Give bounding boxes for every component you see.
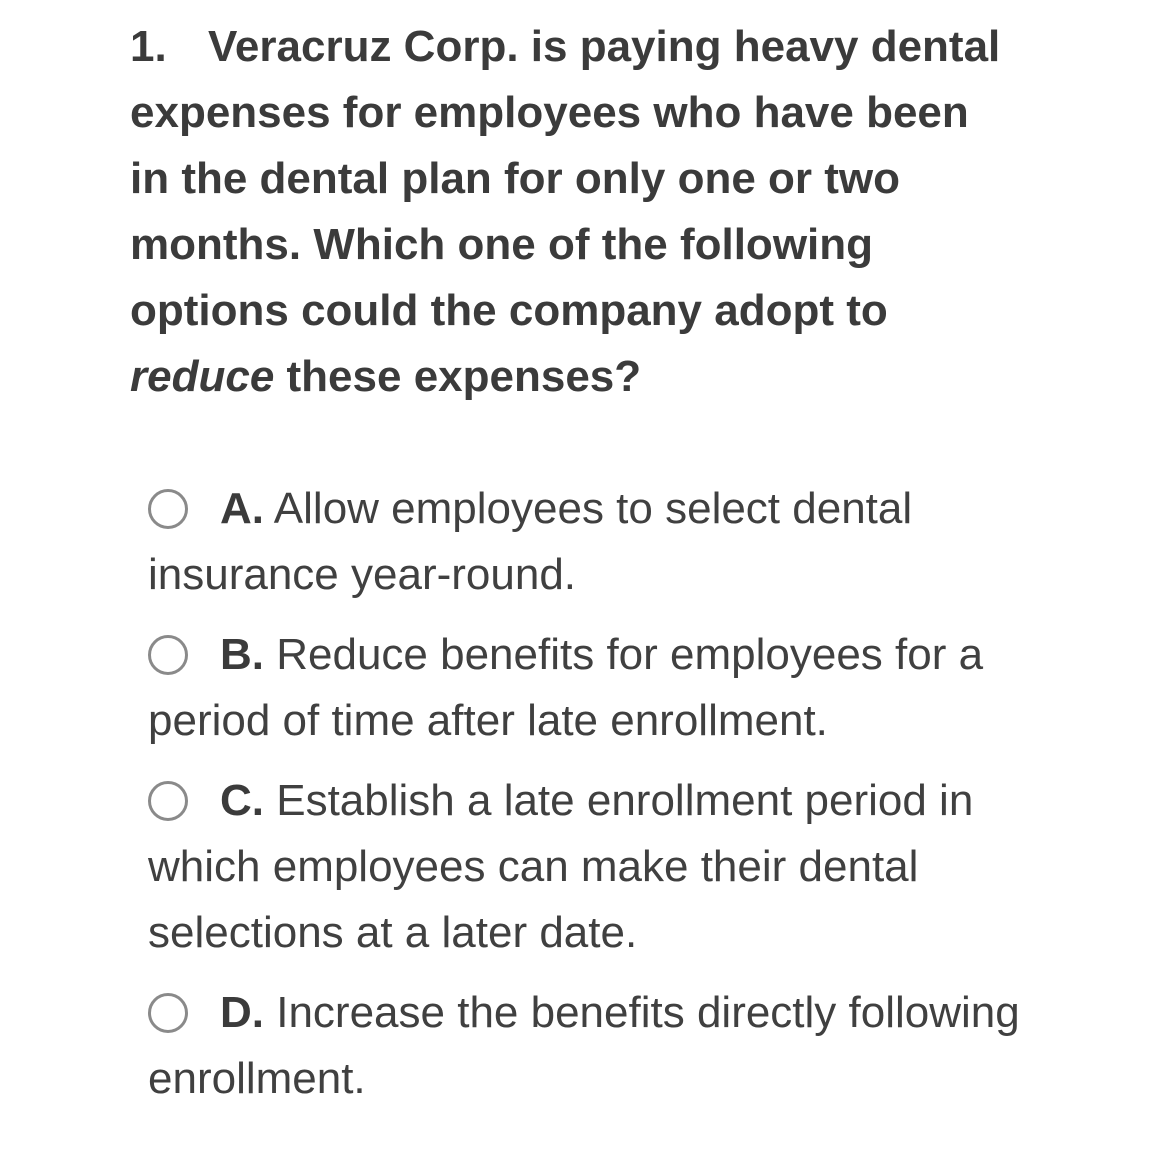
radio-button-d[interactable]	[148, 993, 188, 1033]
question-text-before: Veracruz Corp. is paying heavy dental expenses for employees who have been in the dental plan for only one or two months. Which one of the following options could the company adopt to	[130, 22, 1001, 335]
question-emphasis: reduce	[130, 352, 275, 401]
radio-button-c[interactable]	[148, 781, 188, 821]
option-d[interactable]	[148, 980, 1038, 1112]
question-text-after: these expenses?	[274, 352, 642, 401]
radio-button-b[interactable]	[148, 635, 188, 675]
option-b[interactable]	[148, 622, 1038, 754]
option-text-a: Allow employees to select dental insurance year-round.	[148, 484, 913, 599]
option-letter-a: A.	[220, 484, 264, 533]
option-text-b: Reduce benefits for employees for a period of time after late enrollment.	[148, 630, 984, 745]
option-c[interactable]	[148, 768, 1038, 966]
option-letter-d: D.	[220, 988, 264, 1037]
option-letter-b: B.	[220, 630, 264, 679]
answer-options	[148, 476, 1038, 1126]
option-letter-c: C.	[220, 776, 264, 825]
option-text-c: Establish a late enrollment period in which employees can make their dental selections at a later date.	[148, 776, 974, 957]
option-text-d: Increase the benefits directly following enrollment.	[148, 988, 1020, 1103]
option-a[interactable]	[148, 476, 1038, 608]
question-number: 1.	[130, 22, 167, 71]
radio-button-a[interactable]	[148, 489, 188, 529]
question-prompt	[130, 14, 1010, 410]
